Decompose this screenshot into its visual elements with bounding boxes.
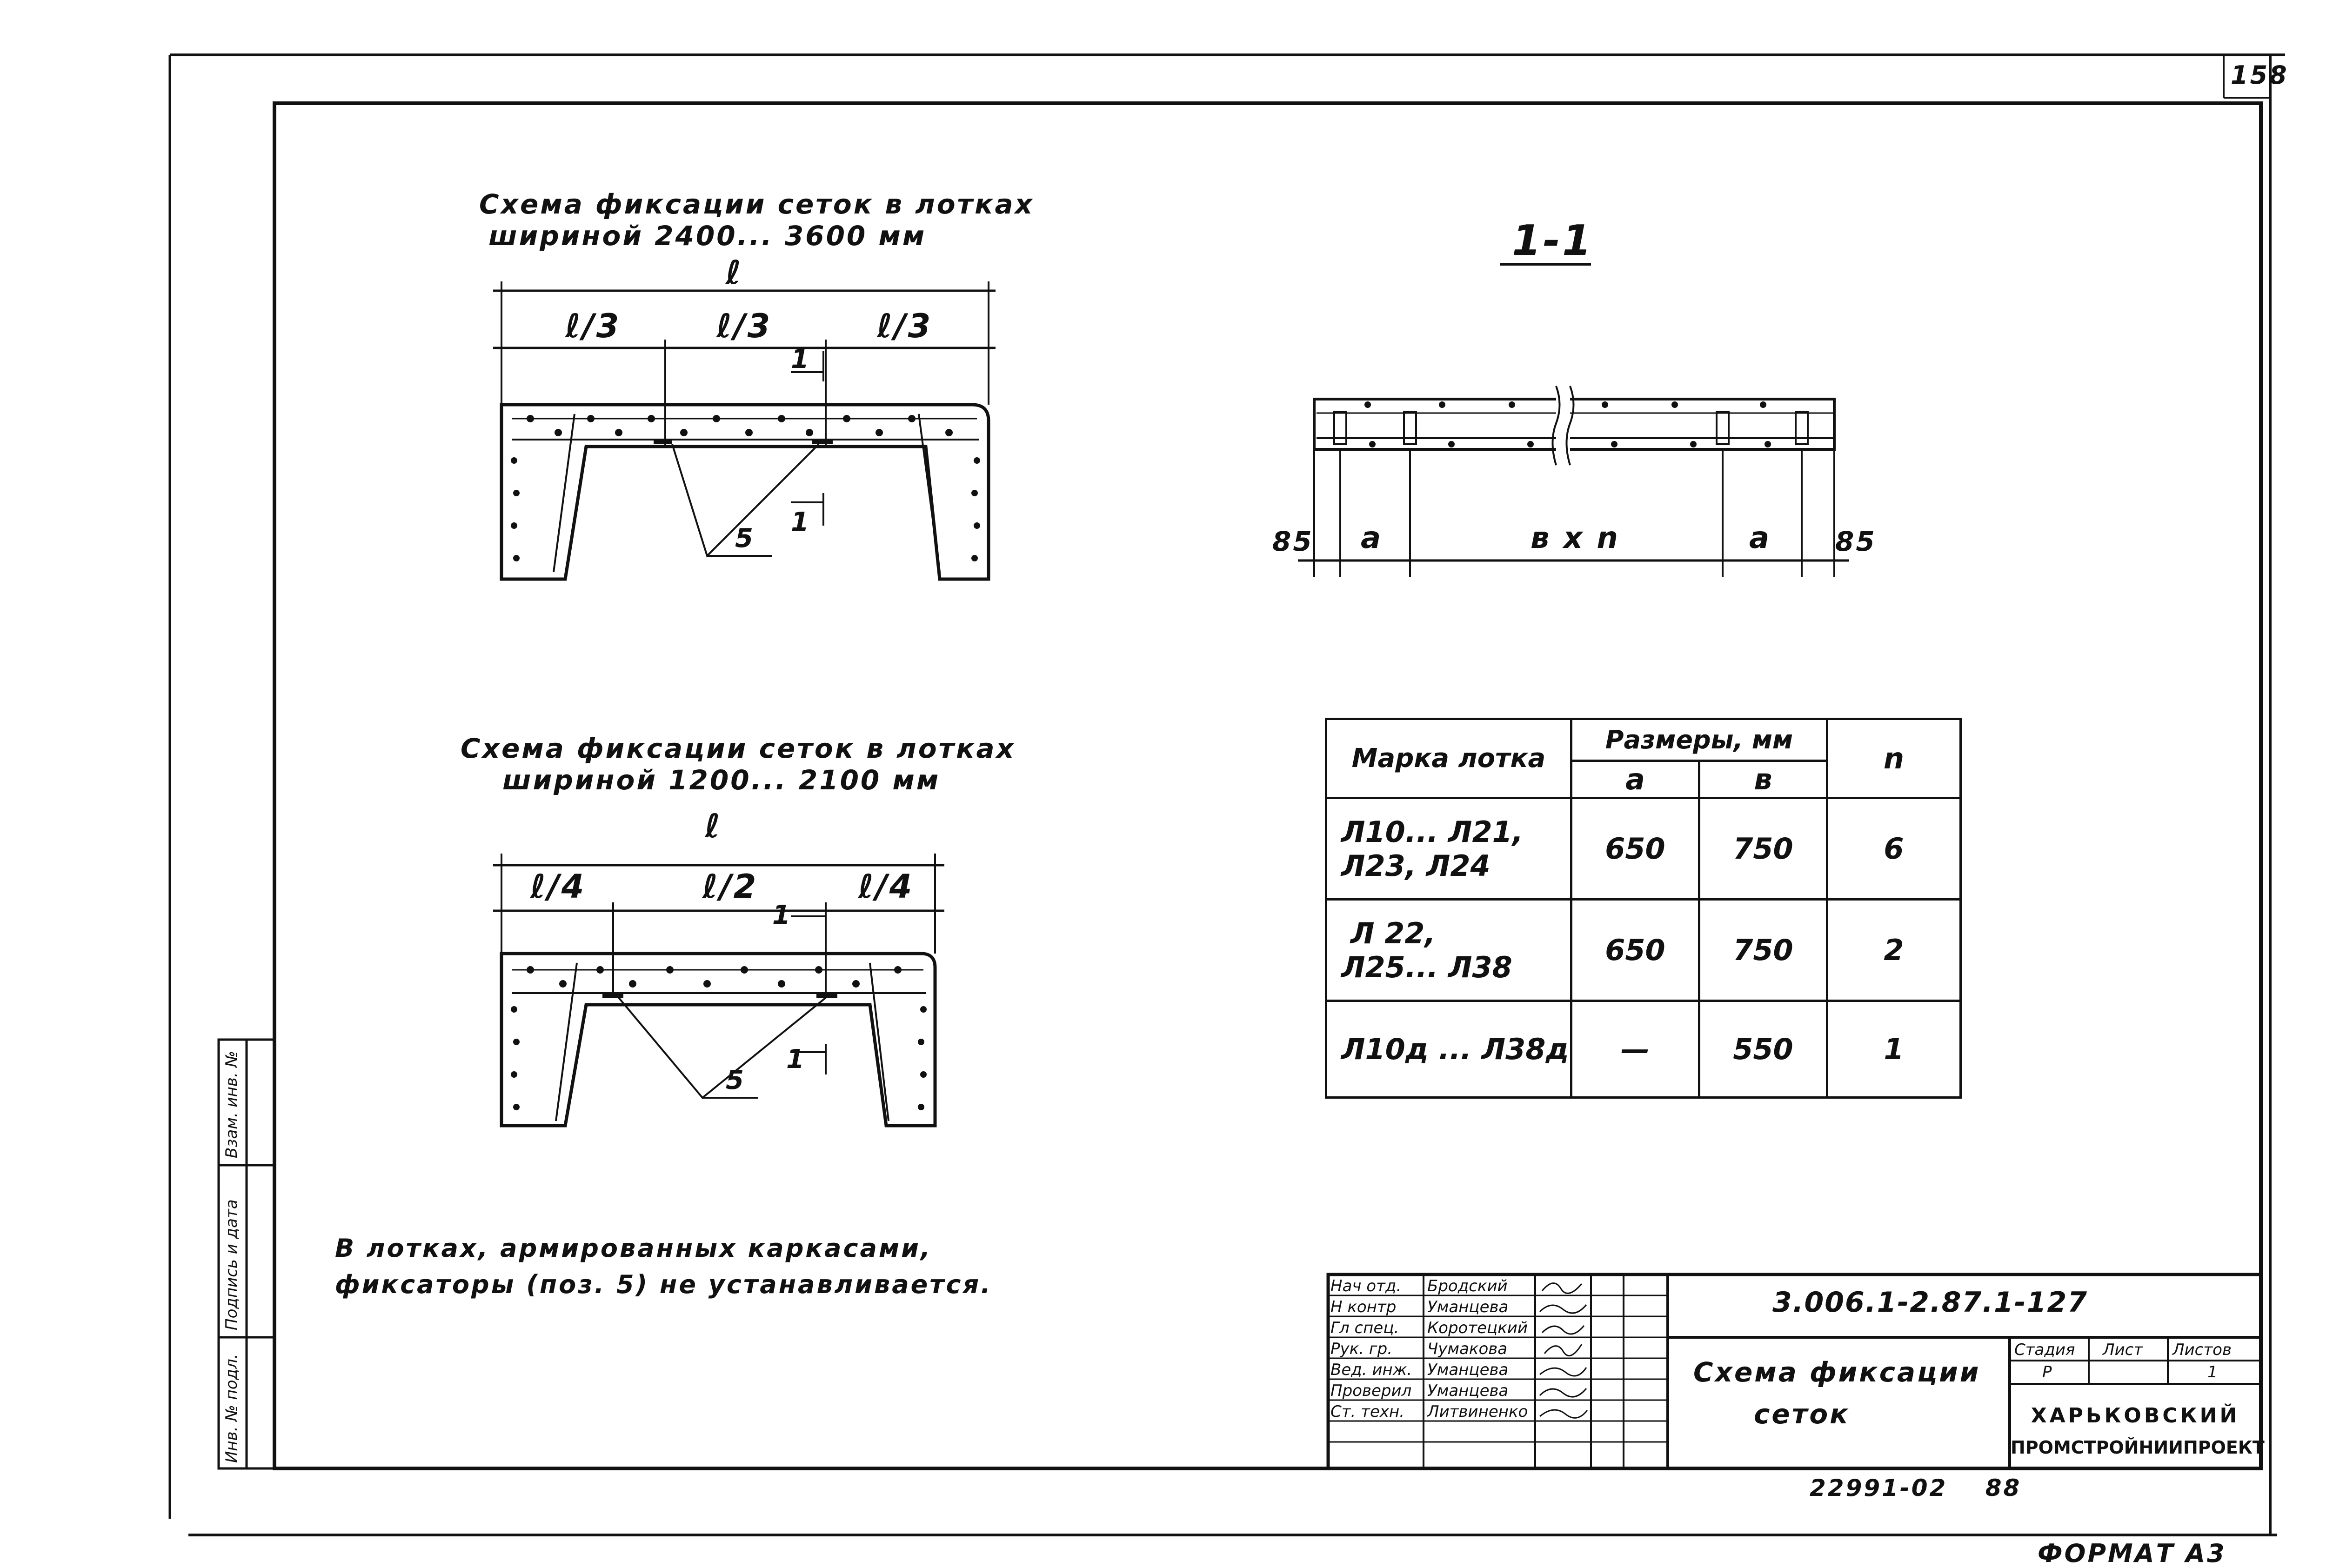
section-title: 1-1 xyxy=(1512,216,1593,265)
scheme-bottom-segment-2: ℓ/2 xyxy=(702,867,758,906)
table-cell-mark-line2: Л25... Л38 xyxy=(1341,950,1512,984)
person-role: Вед. инж. xyxy=(1330,1361,1412,1379)
table-header-mark: Марка лотка xyxy=(1326,719,1571,798)
scheme-top-section-mark-lower: 1 xyxy=(791,507,811,537)
scheme-bottom-position-label: 5 xyxy=(726,1065,746,1095)
organization-line2: ПРОМСТРОЙНИИПРОЕКТ xyxy=(2011,1437,2265,1458)
section-dim-a-left: a xyxy=(1361,521,1383,555)
note-line2: фиксаторы (поз. 5) не устанавливается. xyxy=(335,1270,992,1299)
table-cell-mark xyxy=(1326,798,1571,900)
table-row xyxy=(1326,900,1961,1001)
organization xyxy=(2011,1400,2265,1463)
person-role: Проверил xyxy=(1330,1381,1412,1400)
table-row xyxy=(1326,798,1961,900)
table-cell-n: 1 xyxy=(1827,1001,1961,1098)
table-cell-b: 750 xyxy=(1699,798,1827,900)
table-header-a: a xyxy=(1571,761,1699,798)
stage-header: Стадия xyxy=(2014,1341,2075,1359)
section-dim-bxn: в x n xyxy=(1531,521,1620,555)
archive-number-suffix: 88 xyxy=(1985,1475,2022,1501)
side-stamp-inv-no: Инв. № подл. xyxy=(222,1354,241,1463)
scheme-top-title-line2: шириной 2400... 3600 мм xyxy=(488,220,927,252)
note xyxy=(335,1230,992,1303)
table-cell-a: 650 xyxy=(1571,900,1699,1001)
scheme-top-segment-1: ℓ/3 xyxy=(565,307,621,345)
scheme-bottom-title xyxy=(461,733,1016,796)
scheme-bottom-section-mark-lower: 1 xyxy=(786,1044,806,1074)
scheme-bottom-title-line2: шириной 1200... 2100 мм xyxy=(502,764,941,796)
scheme-top-section-mark-upper: 1 xyxy=(791,344,811,374)
page-number: 158 xyxy=(2231,60,2289,90)
scheme-top-title xyxy=(479,188,1034,252)
scheme-bottom-section-mark-upper: 1 xyxy=(772,900,792,930)
person-role: Рук. гр. xyxy=(1330,1340,1393,1358)
side-stamp-replacement-inv: Взам. инв. № xyxy=(222,1051,241,1158)
table-cell-mark-line1: Л10д ... Л38д xyxy=(1341,1032,1569,1066)
format-label: ФОРМАТ А3 xyxy=(2038,1539,2226,1568)
drawing-title-line1: Схема фиксации xyxy=(1693,1356,1981,1388)
stage-value: Р xyxy=(2042,1363,2052,1381)
section-dim-85-right: 85 xyxy=(1835,526,1877,557)
table-cell-mark xyxy=(1326,1001,1571,1098)
sheets-header: Листов xyxy=(2172,1341,2232,1359)
archive-number-main: 22991-02 xyxy=(1810,1475,1948,1501)
scheme-top-segment-2: ℓ/3 xyxy=(716,307,772,345)
person-role: Нач отд. xyxy=(1330,1277,1402,1295)
table-cell-mark xyxy=(1326,900,1571,1001)
dimensions-table xyxy=(1325,718,1962,1099)
person-name: Бродский xyxy=(1427,1277,1508,1295)
drawing-title xyxy=(1693,1351,1980,1435)
person-name: Литвиненко xyxy=(1427,1402,1528,1421)
table-cell-mark-line1: Л 22, xyxy=(1350,916,1436,950)
scheme-top-position-label: 5 xyxy=(735,523,755,554)
table-cell-mark-line2: Л23, Л24 xyxy=(1341,848,1491,883)
section-dim-85-left: 85 xyxy=(1272,526,1314,557)
section-dim-a-right: a xyxy=(1749,521,1771,555)
scheme-bottom-title-line1: Схема фиксации сеток в лотках xyxy=(461,733,1016,764)
person-name: Коротецкий xyxy=(1427,1319,1528,1337)
person-name: Чумакова xyxy=(1427,1340,1508,1358)
table-cell-n: 6 xyxy=(1827,798,1961,900)
table-cell-mark-line1: Л10... Л21, xyxy=(1341,814,1524,849)
person-role: Гл спец. xyxy=(1330,1319,1399,1337)
archive-number xyxy=(1810,1475,2021,1501)
signatures xyxy=(1535,1274,1591,1428)
table-header-b: в xyxy=(1699,761,1827,798)
note-line1: В лотках, армированных каркасами, xyxy=(335,1234,932,1263)
drawing-title-line2: сеток xyxy=(1754,1398,1850,1430)
table-cell-b: 550 xyxy=(1699,1001,1827,1098)
sheets-value: 1 xyxy=(2207,1363,2218,1381)
table-header-n: n xyxy=(1827,719,1961,798)
scheme-top-segment-3: ℓ/3 xyxy=(877,307,933,345)
organization-line1: ХАРЬКОВСКИЙ xyxy=(2031,1404,2240,1428)
scheme-bottom-segment-1: ℓ/4 xyxy=(530,867,586,906)
table-cell-b: 750 xyxy=(1699,900,1827,1001)
person-role: Н контр xyxy=(1330,1298,1397,1316)
table-cell-a: 650 xyxy=(1571,798,1699,900)
scheme-top-span-label: ℓ xyxy=(726,254,743,292)
sheet-header: Лист xyxy=(2103,1341,2143,1359)
document-code: 3.006.1-2.87.1-127 xyxy=(1772,1286,2088,1319)
person-name: Уманцева xyxy=(1427,1361,1509,1379)
table-cell-n: 2 xyxy=(1827,900,1961,1001)
person-role: Ст. техн. xyxy=(1330,1402,1405,1421)
side-stamp-signature-date: Подпись и дата xyxy=(222,1199,241,1330)
table-cell-a: — xyxy=(1571,1001,1699,1098)
scheme-bottom-span-label: ℓ xyxy=(705,807,722,845)
table-row xyxy=(1326,1001,1961,1098)
table-header-sizes: Размеры, мм xyxy=(1571,719,1827,761)
person-name: Уманцева xyxy=(1427,1381,1509,1400)
scheme-top-title-line1: Схема фиксации сеток в лотках xyxy=(479,188,1035,220)
person-name: Уманцева xyxy=(1427,1298,1509,1316)
scheme-bottom-segment-3: ℓ/4 xyxy=(858,867,914,906)
